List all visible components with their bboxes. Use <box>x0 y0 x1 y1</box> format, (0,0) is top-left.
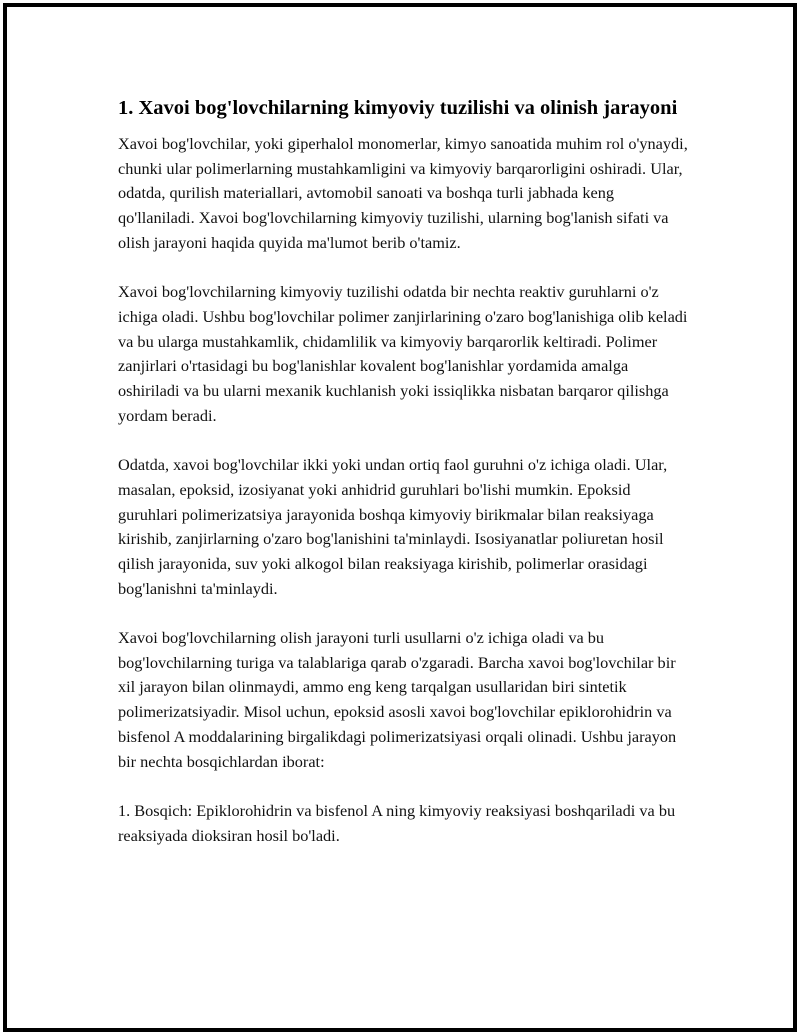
paragraph-step-1: 1. Bosqich: Epiklorohidrin va bisfenol A ning kimyoviy reaksiyasi boshqariladi va bu reaksiyada dioksiran hosil bo'ladi. <box>118 800 676 845</box>
paragraph-structure: Xavoi bog'lovchilarning kimyoviy tuzilishi odatda bir nechta reaktiv guruhlarni o'z ichiga oladi. Ushbu bog'lovchilar polimer zanjirlarining o'zaro bog'lanishiga olib keladi va bu ularga mustahkamlik, chidamlilik va kimyoviy barqarorlik keltiradi. Polimer zanjirlari o'rtasidagi bu bog'lanishlar kovalent bog'lanishlar yordamida amalga oshiriladi va bu ularni mexanik kuchlanish yoki issiqlikka nisbatan barqaror qilishga yordam beradi. <box>118 282 688 425</box>
document-body <box>118 94 688 848</box>
section-heading: 1. Xavoi bog'lovchilarning kimyoviy tuzilishi va olinish jarayoni <box>118 97 678 119</box>
paragraph-production: Xavoi bog'lovchilarning olish jarayoni turli usullarni o'z ichiga oladi va bu bog'lovchilarning turiga va talablariga qarab o'zgaradi. Barcha xavoi bog'lovchilar bir xil jarayon bilan olinmaydi, ammo eng keng tarqalgan usullaridan biri sintetik polimerizatsiyadir. Misol uchun, epoksid asosli xavoi bog'lovchilar epiklorohidrin va bisfenol A moddalarining birgalikdagi polimerizatsiyasi orqali olinadi. Ushbu jarayon bir nechta bosqichlardan iborat: <box>118 628 677 771</box>
paragraph-functional-groups: Odatda, xavoi bog'lovchilar ikki yoki undan ortiq faol guruhni o'z ichiga oladi. Ular, masalan, epoksid, izosiyanat yoki anhidrid guruhlari bo'lishi mumkin. Epoksid guruhlari polimerizatsiya jarayonida boshqa kimyoviy birikmalar bilan reaksiyaga kirishib, zanjirlarning o'zaro bog'lanishini ta'minlaydi. Isosiyanatlar poliuretan hosil qilish jarayonida, suv yoki alkogol bilan reaksiyaga kirishib, polimerlar orasidagi bog'lanishni ta'minlaydi. <box>118 455 668 598</box>
paragraph-intro: Xavoi bog'lovchilar, yoki giperhalol monomerlar, kimyo sanoatida muhim rol o'ynaydi, chunki ular polimerlarning mustahkamligini va kimyoviy barqarorligini oshiradi. Ular, odatda, qurilish materiallari, avtomobil sanoati va boshqa turli jabhada keng qo'llaniladi. Xavoi bog'lovchilarning kimyoviy tuzilishi, ularning bog'lanish sifati va olish jarayoni haqida quyida ma'lumot berib o'tamiz. <box>118 134 688 252</box>
